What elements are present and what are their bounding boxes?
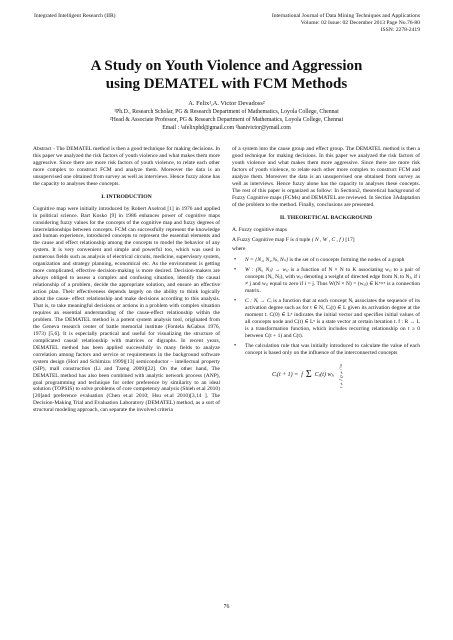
author-list: A. Felix¹,A. Victor Devadoss² bbox=[188, 100, 265, 107]
running-header-left bbox=[34, 13, 116, 20]
volume-info: Volume: 02 Issue: 02 December 2013 Page No.76-80 bbox=[300, 20, 420, 27]
bullet-icon: • bbox=[234, 342, 237, 349]
list-item-text: is a function of N × N to K associating wᵢⱼ to a pair of concepts (Nᵢ, Nⱼ), with wᵢⱼ denoting a weight of directed edge from Nᵢ to Nⱼ, if i ≠ j and wᵢⱼ equal to zero if i = j. Thus W(N × N) = (wᵢⱼ) ∈ Kⁿ×ⁿ is a connection matrix. bbox=[245, 267, 420, 295]
bullet-icon: • bbox=[234, 267, 237, 274]
list-item-symbol: N = {N₁, N₂,%, Nₙ} bbox=[245, 257, 289, 264]
fcm-citation: [17] bbox=[345, 237, 355, 244]
list-item-text: is the set of n concepts forming the nodes of a graph bbox=[288, 257, 405, 264]
title-line-2: using DEMATEL with FCM Methods bbox=[105, 76, 348, 92]
affiliation-1: ¹Ph.D., Research Scholar, PG & Research Department of Mathematics, Loyola College, Chennai bbox=[114, 109, 339, 115]
affiliation-2: ²Head & Associate Professor, PG & Research Department of Mathematics, Loyola College, Chennai bbox=[109, 117, 344, 123]
continued-paragraph: of a system into the cause group and effect group. The DEMATEL method is then a good technique for making decisions. In this paper we analyzed the risk factors of youth violence and what makes them more aggressive. Since there are more risk factors of youth violence, to relate each other more complex to construct FCM and analyze them. Moreover the data is an unsupervised one obtained from survey as well as interviews. Hence fuzzy alone has the capacity to analyses these concepts. The rest of this paper is organized as follow: In Section2, theoretical background of Fuzzy Cognitive maps (FCMs) and DEMATEL are reviewed. In Section 3Adaptation of the problem to the method. Finally, conclusions are presented. bbox=[232, 146, 420, 208]
page-number: 76 bbox=[223, 604, 230, 610]
journal-name: International Journal of Data Mining Techniques and Applications bbox=[271, 13, 420, 19]
list-item bbox=[232, 298, 420, 340]
formula-lhs: Cᵢ(t + 1) = bbox=[272, 372, 299, 379]
formula-function: f bbox=[301, 372, 303, 379]
title-line-1: A Study on Youth Violence and Aggression bbox=[90, 58, 363, 74]
summation-symbol: Σ bbox=[305, 369, 312, 381]
list-item-symbol: W : (Nᵢ, Nⱼ) → wᵢⱼ bbox=[245, 267, 289, 274]
abstract: Abstract - The DEMATEL method is then a good technique for making decisions. In this paper we analyzed the risk factors of youth violence and what makes them more aggressive. Since there are more risk factors of youth violence, to relate each other more complex to construct FCM and analyze them. Moreover the data is an unsupervised one obtained from survey as well as interviews. Hence fuzzy alone has the capacity to analyses these concepts. bbox=[33, 146, 220, 187]
list-item-text: is a function that at each concept Nᵢ associates the sequence of its activation degree such as for t ∈ N, Cᵢ(t) ∈ L given its activation degree at the moment t. C(0) ∈ Lⁿ indicates the initial vector and specifies initial values of all concepts node and C(t) ∈ Lⁿ is a state vector at certain iteration t. f : R → L is a transformation function, which includes recurring relationship on t ≥ 0 between C(t + 1) and C(t). bbox=[245, 298, 420, 339]
where-label: where bbox=[232, 246, 246, 253]
bullet-icon: • bbox=[234, 257, 237, 264]
list-item-text: The calculation rule that was initially introduced to calculate the value of each concept is based only on the influence of the interconnected concepts bbox=[245, 342, 420, 356]
fcm-tuple: ( N , W , C , f ) bbox=[311, 237, 344, 244]
running-header-right bbox=[230, 13, 420, 35]
fcm-intro-text: A Fuzzy Cognitive map F is 4 tuple bbox=[232, 237, 311, 244]
issn: ISSN: 2278-2419 bbox=[380, 27, 420, 34]
bullet-icon: • bbox=[234, 298, 237, 305]
section-heading-theory: II. THEORETICAL BACKGROUND bbox=[279, 214, 373, 221]
right-column bbox=[232, 146, 420, 388]
update-rule-formula bbox=[272, 364, 420, 388]
author-emails: Email : ¹afelixphd@gmail.com ²hanivictor@ymail.com bbox=[162, 125, 291, 131]
fcm-definition bbox=[232, 237, 420, 244]
publisher-name: Integrated Intelligent Research (IIR) bbox=[34, 13, 116, 19]
formula-side-condition: wᵢⱼ ≠ 0 j ≠ i bbox=[338, 363, 344, 388]
definition-list bbox=[232, 257, 420, 356]
list-item-symbol: C : Nᵢ → Cᵢ bbox=[245, 298, 272, 305]
section-heading-introduction: I. INTRODUCTION bbox=[101, 193, 152, 200]
list-item bbox=[232, 267, 420, 295]
list-item bbox=[232, 343, 420, 357]
formula-term: Cⱼ(t) wⱼᵢ bbox=[314, 372, 335, 379]
introduction-paragraph: Cognitive map were initially introduced by Robert Axelrod [1] in 1976 and applied in political science. Bart Kosko [9] in 1986 enhances power of cognitive maps considering fuzzy values for the concepts of the cognitive map and fuzzy degrees of interrelationships between concepts. FCM can successfully represent the knowledge and human experience, introduced concepts to represent the essential elements and the cause and effect relationship among the concepts to model the behavior of any system. It is very convenient and simple and powerful too, which was used in numerous fields such as analysis of electrical circuits, medicine, supervisory system, organization and strategy planning, economical etc. As the environment is getting more complicated, effective decision-making is more desired. Decision-makers are always obliged to assess a complex and confusing situation, identify the causal relationship of a problem, decide the appropriate solution, and ensure an effective action plan. Their effectiveness depends largely on the ability to think logically about the cause- effect relationship and make decisions according to this analysis. That is, to take meaningful decisions or actions in a problem with complex situation requires an essential understanding of the cause-effect relationship within the problem. The DEMATEL method is a potent system analysis tool, originated from the Geneva research center of battle memorial institute (Fontela &Gabus 1976, 1973) [5,6]. It is especially practical and useful for visualizing the structure of complicated causal relationship with matrices or digraphs. In recent years, DEMATEL method has been applied successfully in many fields to analyze correlation among factors and service or requirements in the background software system design (Hori and Schimizu 1999)[13] semiconductor – intellectual property (SIP), mall construction (Li and Tzeng 2009)[22]. On the other hand, The DEMATEL method has also been combined with analytic network process (ANP), goal programming and technique for order preference by similarity to an ideal solution (TOPSIS) to solve problems of core competency analysis (Shieh et.al 2010) [20]and preference evaluation (Chen et.al 2010; Hsu et.al 2010)[3,14 ]. The Decision-Making Trial and Evaluation Laboratory (DEMATEL) method, as a sort of structural modeling approach, can separate the involved criteria bbox=[33, 205, 220, 414]
left-column bbox=[33, 146, 220, 414]
paper-title bbox=[0, 57, 453, 93]
subsection-heading-fcm: A. Fuzzy cognitive maps bbox=[232, 226, 287, 233]
list-item bbox=[232, 257, 420, 264]
